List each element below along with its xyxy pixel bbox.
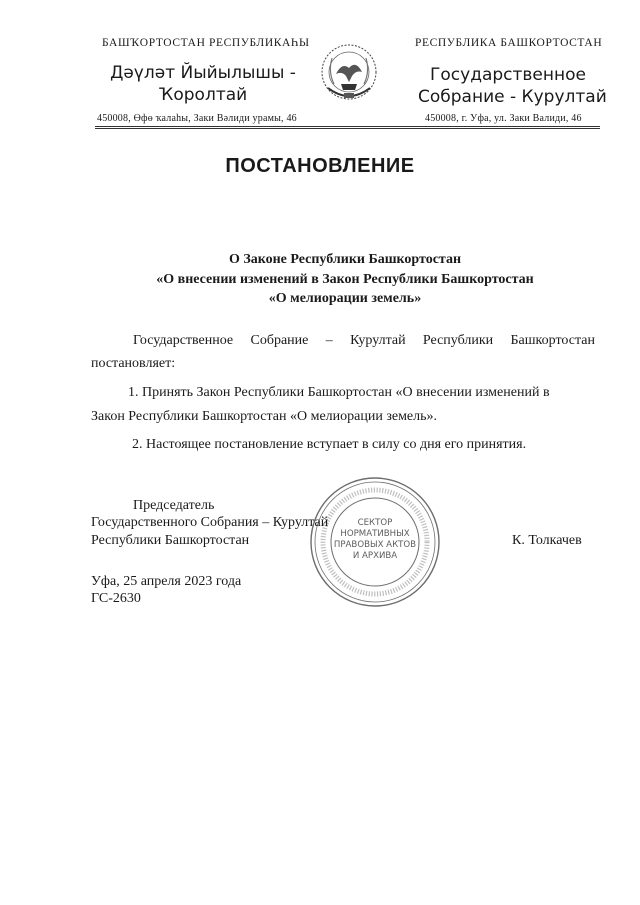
subject-line-1: О Законе Республики Башкортостан — [228, 252, 462, 267]
stamp-center-line-3: ПРАВОВЫХ АКТОВ — [333, 540, 417, 550]
header-left-org — [108, 62, 298, 106]
intro-paragraph-line-2: постановляет: — [91, 356, 176, 371]
signature-role-line-1: Председатель — [133, 498, 215, 513]
header-right-org — [418, 64, 607, 108]
intro-paragraph-line-1 — [133, 333, 595, 349]
signature-role-line-2: Государственного Собрания – Курултай — [91, 515, 329, 530]
header-right-org-line2: Собрание - Курултай — [418, 87, 607, 107]
signature-role-line-3: Республики Башкортостан — [91, 533, 250, 548]
intro-word: – — [325, 333, 333, 348]
header-left-org-line1: Дәүләт Йыйылышы - — [110, 63, 296, 83]
stamp-center-line-4: И АРХИВА — [352, 551, 398, 561]
intro-word: Курултай — [350, 333, 406, 348]
header-right-country: РЕСПУБЛИКА БАШКОРТОСТАН — [415, 37, 603, 49]
document-number: ГС-2630 — [91, 591, 141, 606]
subject-line-3: «О мелиорации земель» — [268, 291, 422, 306]
stamp-center-line-2: НОРМАТИВНЫХ — [340, 529, 410, 539]
header-right-address: 450008, г. Уфа, ул. Заки Валиди, 46 — [425, 113, 582, 124]
intro-word: Башкортостан — [510, 333, 595, 348]
header-left-country: БАШҠОРТОСТАН РЕСПУБЛИКАҺЫ — [102, 37, 310, 49]
header-rule-bottom — [95, 128, 600, 129]
bashkortostan-emblem-icon — [314, 38, 384, 110]
document-title: ПОСТАНОВЛЕНИЕ — [225, 155, 415, 177]
intro-word: Республики — [422, 333, 494, 348]
header-rule-top — [95, 126, 600, 127]
header-left-org-line2: Ҡоролтай — [158, 85, 248, 105]
signature-name: К. Толкачев — [512, 533, 582, 548]
subject-line-2: «О внесении изменений в Закон Республики Башкортостан — [156, 272, 534, 287]
stamp-center-line-1: СЕКТОР — [357, 518, 393, 528]
item-2: 2. Настоящее постановление вступает в силу со дня его принятия. — [132, 437, 527, 452]
header-right-org-line1: Государственное — [430, 65, 586, 85]
archive-stamp — [308, 475, 442, 609]
intro-word: Собрание — [250, 333, 309, 348]
item-1-line-2: Закон Республики Башкортостан «О мелиорации земель». — [91, 409, 438, 424]
intro-word: Государственное — [133, 333, 234, 348]
header-left-address: 450008, Өфө ҡалаһы, Заки Вәлиди урамы, 46 — [97, 113, 297, 124]
item-1-line-1: 1. Принять Закон Республики Башкортостан «О внесении изменений в — [128, 385, 550, 400]
place-and-date: Уфа, 25 апреля 2023 года — [91, 574, 242, 589]
